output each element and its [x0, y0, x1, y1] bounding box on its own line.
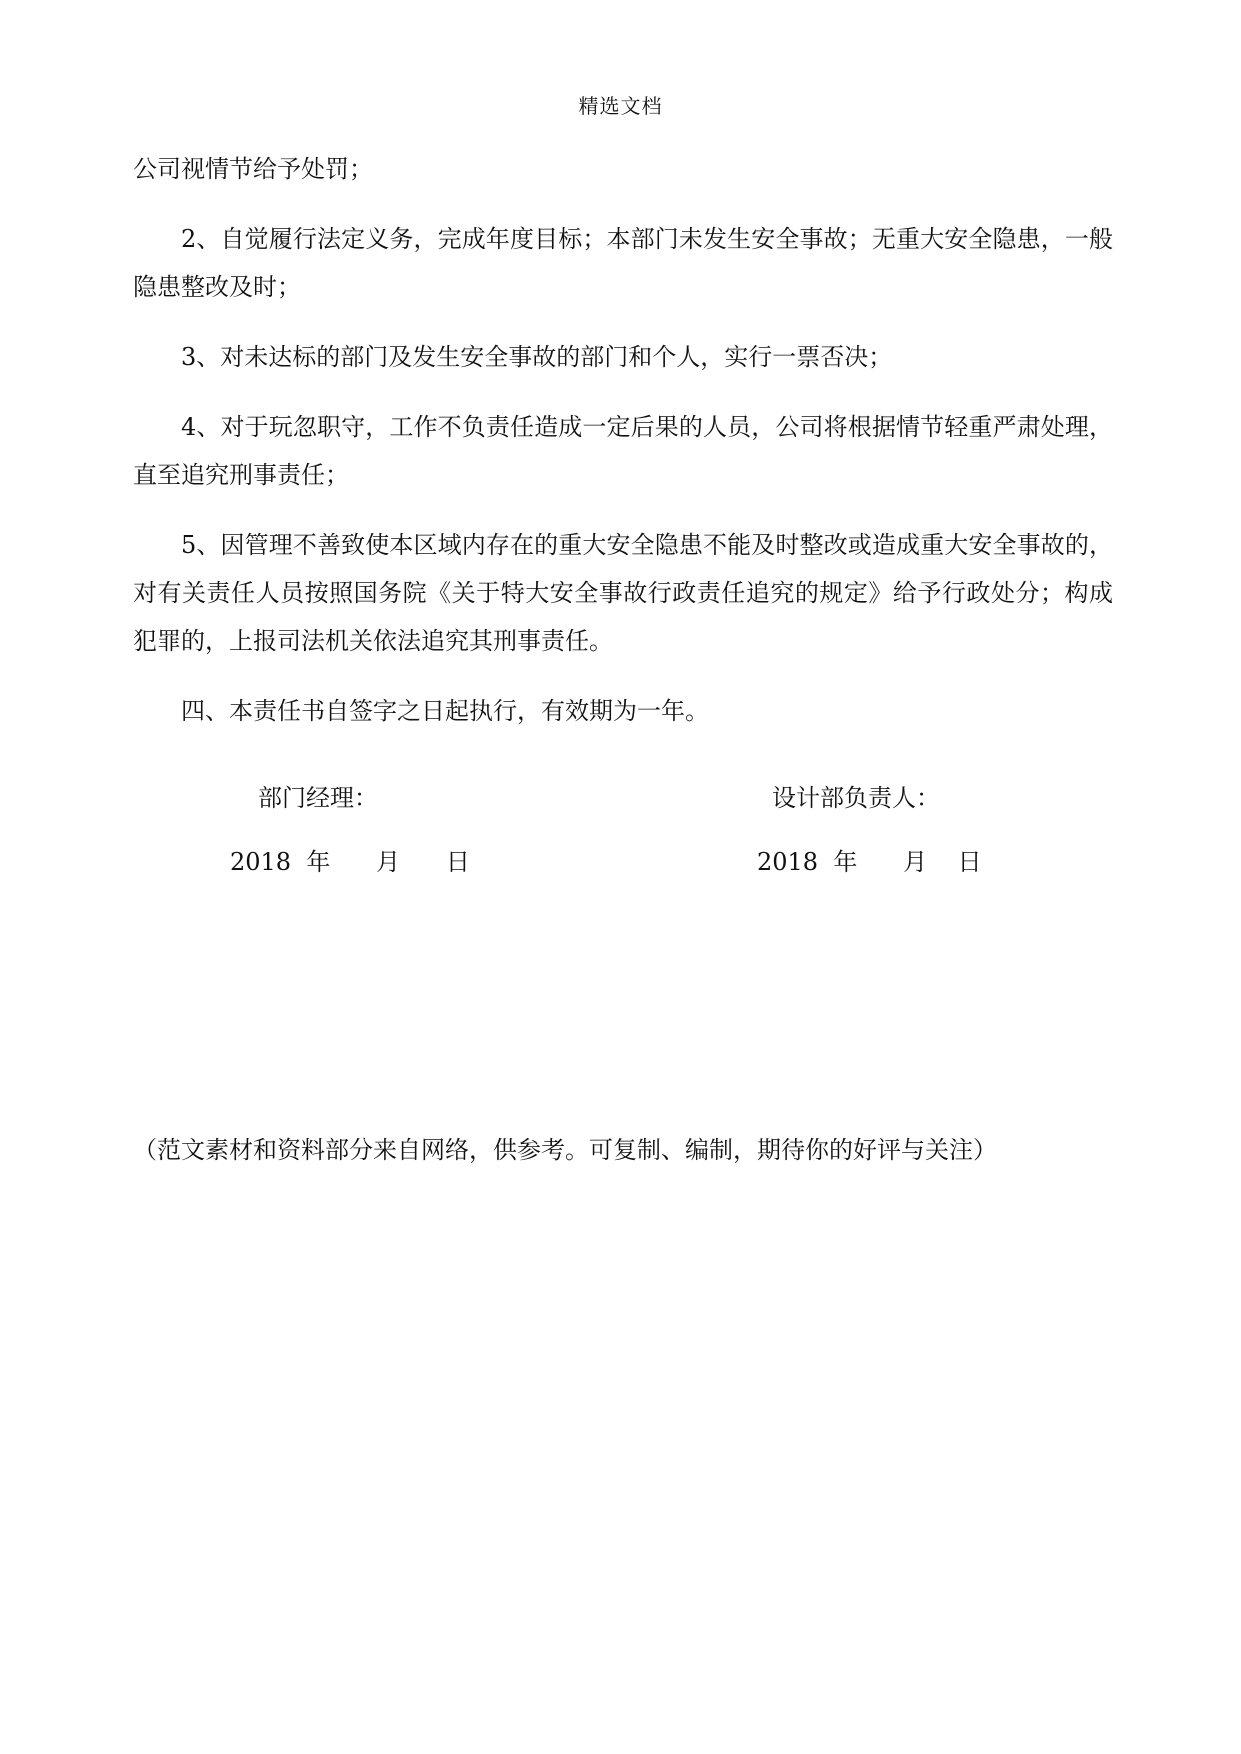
page-header-title: 精选文档: [578, 94, 663, 118]
paragraph-3: 3、对未达标的部门及发生安全事故的部门和个人，实行一票否决；: [181, 343, 893, 371]
footer-note: （范文素材和资料部分来自网络，供参考。可复制、编制，期待你的好评与关注）: [133, 1136, 997, 1164]
paragraph-1: 公司视情节给予处罚；: [133, 155, 373, 183]
document-body: [133, 145, 1113, 757]
paragraph-2: 2、自觉履行法定义务，完成年度目标；本部门未发生安全事故；无重大安全隐患，一般隐患整改及时；: [133, 225, 1113, 301]
signature-right-label: 设计部负责人：: [772, 784, 940, 812]
signature-right-date: 2018 年 月 日: [757, 848, 982, 876]
paragraph-5: 5、因管理不善致使本区域内存在的重大安全隐患不能及时整改或造成重大安全事故的，对有关责任人员按照国务院《关于特大安全事故行政责任追究的规定》给予行政处分；构成犯罪的，上报司法机关依法追究其刑事责任。: [133, 531, 1113, 655]
signature-left-date: 2018 年 月 日: [230, 848, 470, 876]
signature-left-label: 部门经理：: [258, 784, 378, 812]
paragraph-6: 四、本责任书自签字之日起执行，有效期为一年。: [181, 697, 709, 725]
paragraph-4: 4、对于玩忽职守，工作不负责任造成一定后果的人员，公司将根据情节轻重严肃处理，直至追究刑事责任；: [133, 413, 1113, 489]
